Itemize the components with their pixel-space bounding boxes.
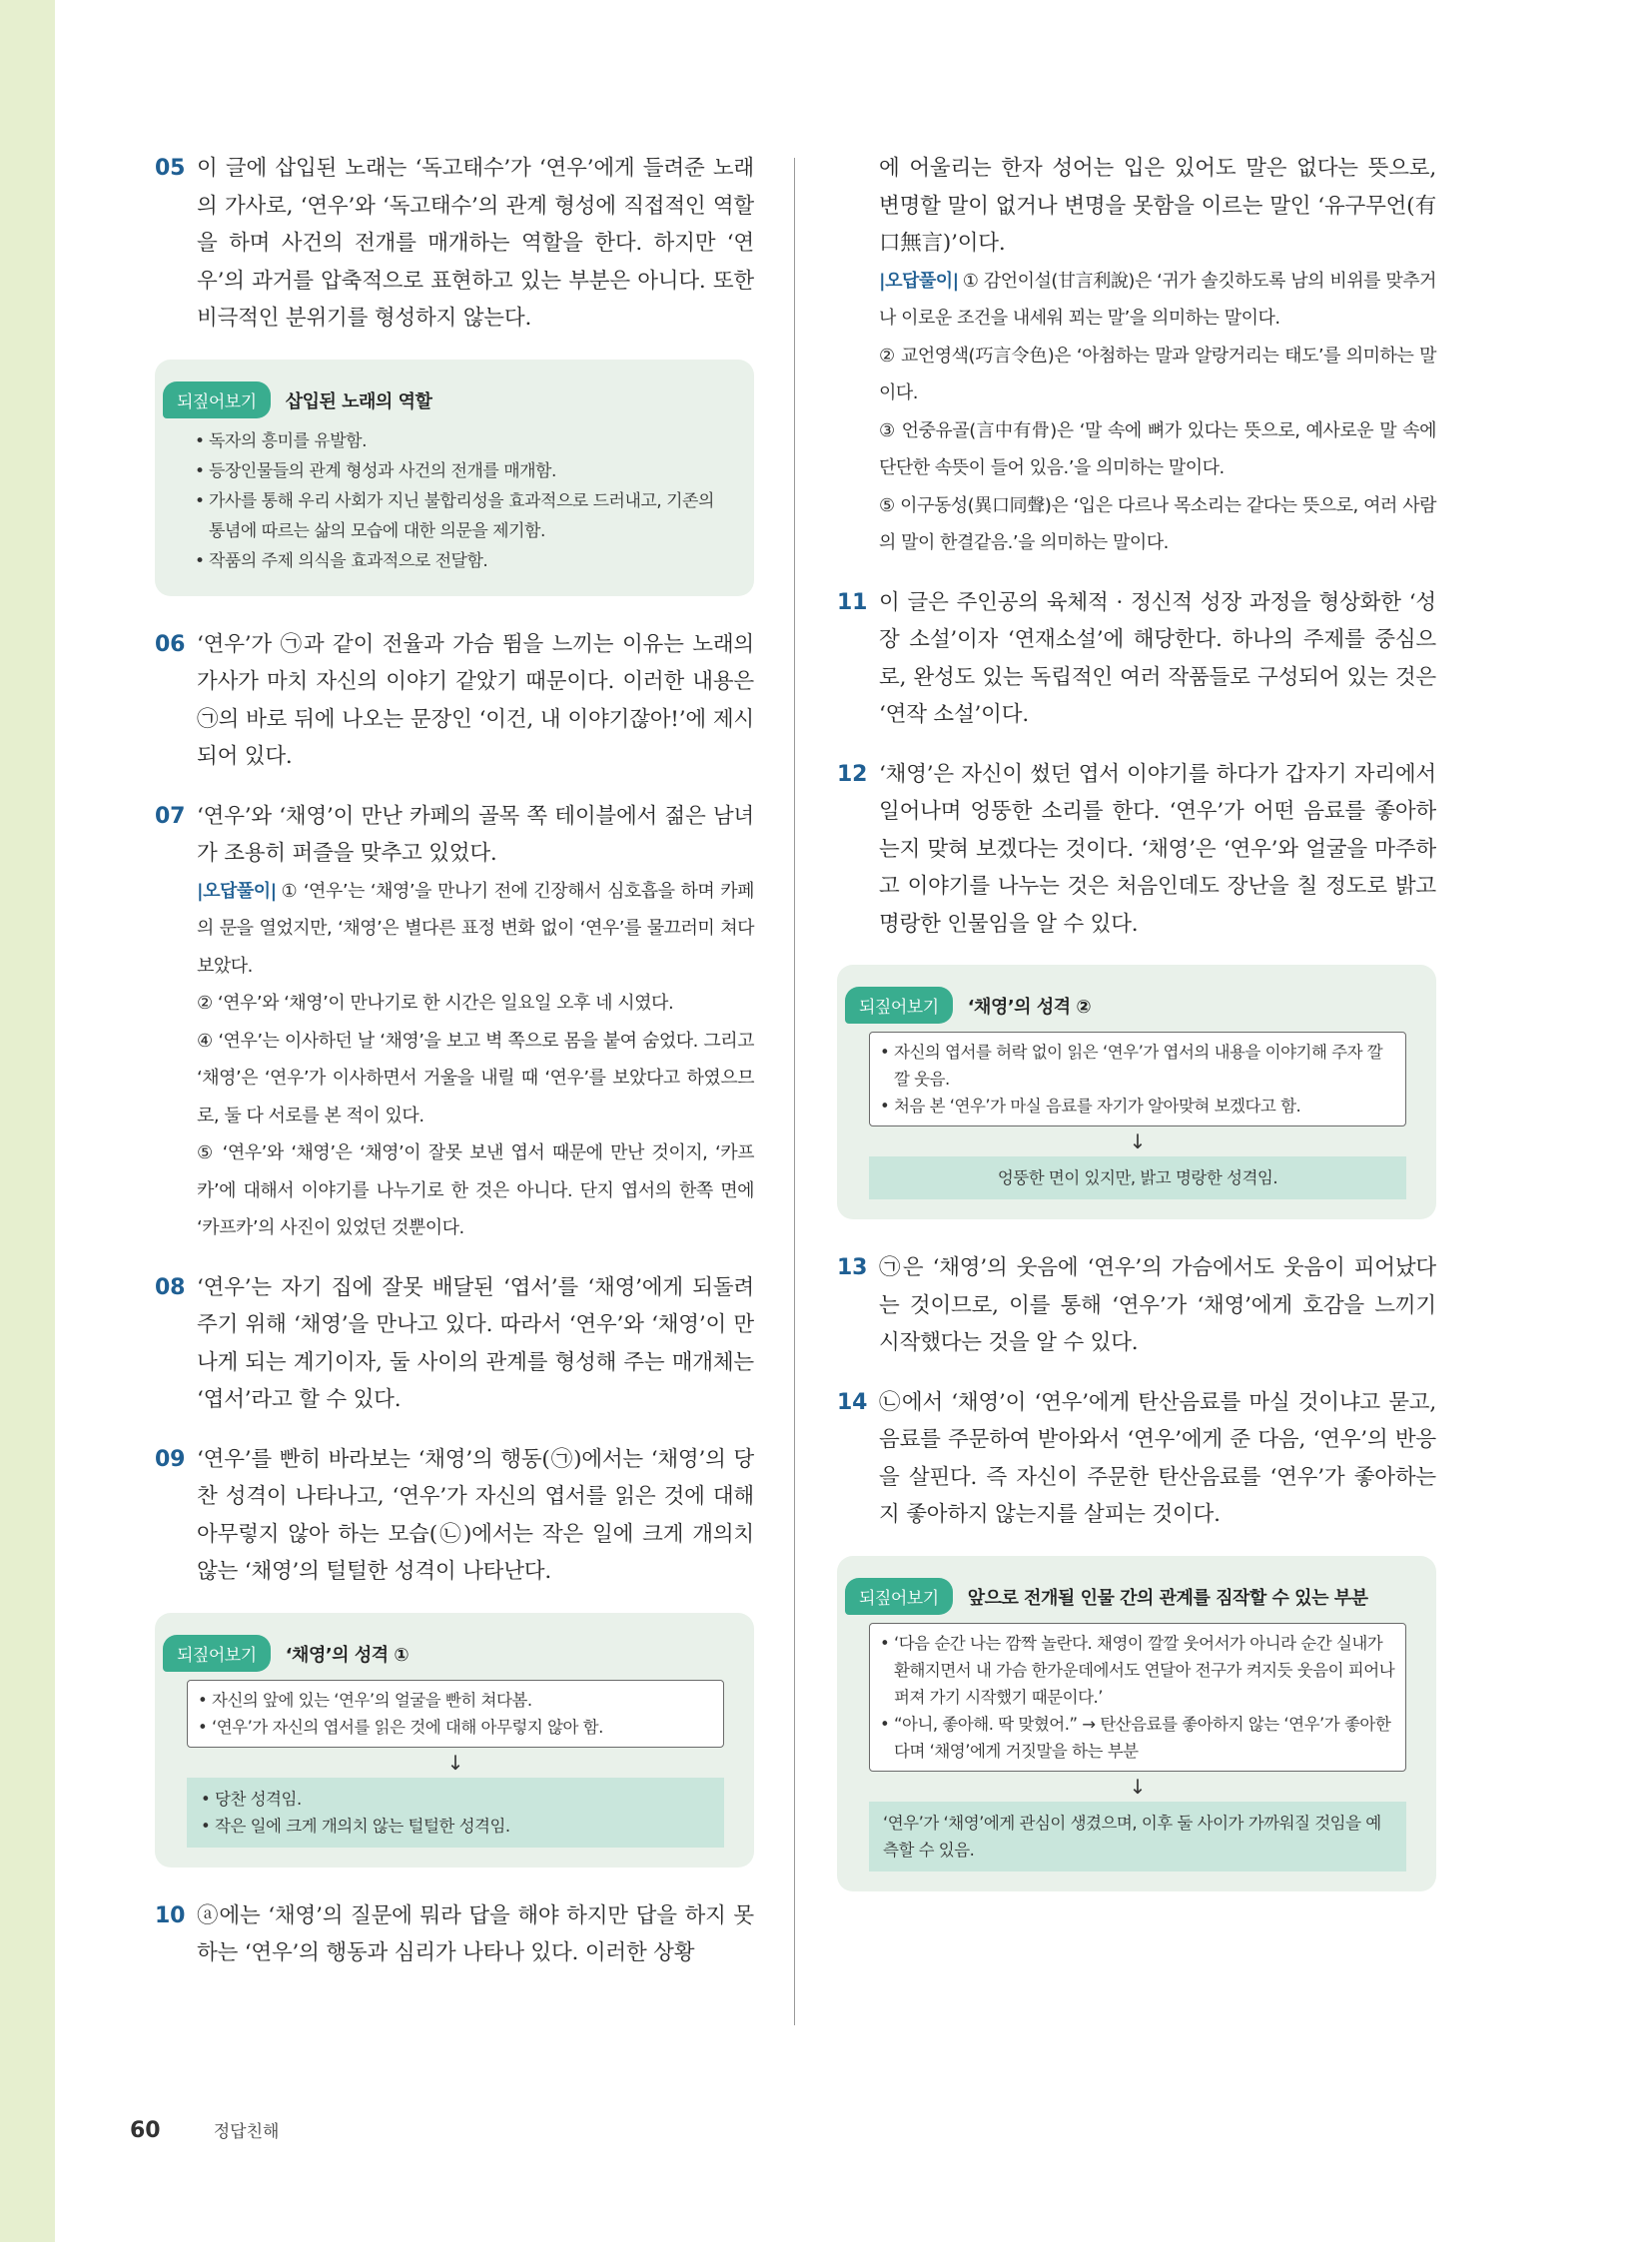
wrong-answer-label: |오답풀이| xyxy=(879,270,959,292)
question-number: 14 xyxy=(837,1389,868,1415)
result-box: ‘연우’가 ‘채영’에게 관심이 생겼으며, 이후 둘 사이가 가까워질 것임을 예측할 수 있음. xyxy=(869,1802,1406,1871)
wrong-answer-explanation xyxy=(197,873,754,1247)
review-tag: 되짚어보기 xyxy=(163,381,271,418)
question-number: 13 xyxy=(837,1255,868,1280)
wrong-answer-item: ④ ‘연우’는 이사하던 날 ‘채영’을 보고 벽 쪽으로 몸을 붙여 숨었다. 그리고 ‘채영’은 ‘연우’가 이사하면서 거울을 내릴 때 ‘연우’를 보았다고 하였으므로, 둘 다 서로를 본 적이 있다. xyxy=(197,1030,754,1126)
result-item: • 당찬 성격임. xyxy=(201,1786,710,1813)
question-number: 06 xyxy=(155,631,186,657)
book-title: 정답친해 xyxy=(213,2122,280,2142)
wrong-answer-item: ① ‘연우’는 ‘채영’을 만나기 전에 긴장해서 심호흡을 하며 카페의 문을 열었지만, ‘채영’은 별다른 표정 변화 없이 ‘연우’를 물끄러미 쳐다보았다. xyxy=(197,880,754,977)
review-box-chaeyoung-2 xyxy=(837,965,1436,1219)
question-09 xyxy=(155,1441,754,1591)
question-text: ⓐ에는 ‘채영’의 질문에 뭐라 답을 해야 하지만 답을 하지 못하는 ‘연우’의 행동과 심리가 나타나 있다. 이러한 상황 xyxy=(197,1902,754,1965)
review-title: 삽입된 노래의 역할 xyxy=(285,390,432,412)
review-item: • 작품의 주제 의식을 효과적으로 전달함. xyxy=(195,546,728,576)
review-tag: 되짚어보기 xyxy=(845,1578,953,1615)
down-arrow-icon: ↓ xyxy=(1129,1129,1147,1153)
question-number: 05 xyxy=(155,156,186,181)
question-text: 이 글에 삽입된 노래는 ‘독고태수’가 ‘연우’에게 들려준 노래의 가사로, ‘연우’와 ‘독고태수’의 관계 형성에 직접적인 역할을 하며 사건의 전개를 매개하는 역할을 한다. 하지만 ‘연우’의 과거를 압축적으로 표현하고 있는 부분은 아니다. 또한 비극적인 분위기를 형성하지 않는다. xyxy=(197,156,754,331)
evidence-item: • ‘다음 순간 나는 깜짝 놀란다. 채영이 깔깔 웃어서가 아니라 순간 실내가 환해지면서 내 가슴 한가운데에서도 연달아 전구가 켜지듯 웃음이 피어나 퍼져 가기 시작했기 때문이다.’ xyxy=(880,1630,1395,1711)
wrong-answer-explanation xyxy=(879,263,1436,562)
wrong-answer-label: |오답풀이| xyxy=(197,880,277,902)
question-text: ‘연우’가 ㉠과 같이 전율과 가슴 뜀을 느끼는 이유는 노래의 가사가 마치 자신의 이야기 같았기 때문이다. 이러한 내용은 ㉠의 바로 뒤에 나오는 문장인 ‘이건, 내 이야기잖아!’에 제시되어 있다. xyxy=(197,631,754,769)
evidence-box xyxy=(869,1032,1406,1126)
review-tag: 되짚어보기 xyxy=(845,987,953,1024)
down-arrow-icon: ↓ xyxy=(1129,1774,1147,1799)
question-number: 09 xyxy=(155,1446,186,1472)
side-bar xyxy=(0,0,55,2242)
review-list xyxy=(177,426,734,576)
evidence-item: • “아니, 좋아해. 딱 맞혔어.” → 탄산음료를 좋아하지 않는 ‘연우’가 좋아한다며 ‘채영’에게 거짓말을 하는 부분 xyxy=(880,1711,1395,1765)
wrong-answer-item: ⑤ 이구동성(異口同聲)은 ‘입은 다르나 목소리는 같다는 뜻으로, 여러 사람의 말이 한결같음.’을 의미하는 말이다. xyxy=(879,494,1436,553)
review-title: ‘채영’의 성격 ① xyxy=(285,1644,410,1666)
question-text: ㉠은 ‘채영’의 웃음에 ‘연우’의 가슴에서도 웃음이 피어났다는 것이므로, 이를 통해 ‘연우’가 ‘채영’에게 호감을 느끼기 시작했다는 것을 알 수 있다. xyxy=(879,1255,1436,1355)
question-07 xyxy=(155,798,754,1247)
question-text: ‘연우’와 ‘채영’이 만난 카페의 골목 쪽 테이블에서 젊은 남녀가 조용히 퍼즐을 맞추고 있었다. xyxy=(197,803,754,866)
review-title: ‘채영’의 성격 ② xyxy=(967,997,1092,1018)
right-column xyxy=(837,150,1436,1891)
question-number: 12 xyxy=(837,761,868,787)
evidence-item: • 처음 본 ‘연우’가 마실 음료를 자기가 알아맞혀 보겠다고 함. xyxy=(880,1093,1395,1120)
question-number: 07 xyxy=(155,803,186,829)
question-text: 이 글은 주인공의 육체적 · 정신적 성장 과정을 형상화한 ‘성장 소설’이자 ‘연재소설’에 해당한다. 하나의 주제를 중심으로, 완성도 있는 독립적인 여러 작품들로 구성되어 있는 것은 ‘연작 소설’이다. xyxy=(879,589,1436,727)
question-10-continued xyxy=(837,150,1436,562)
review-box-relationship xyxy=(837,1556,1436,1891)
review-tag: 되짚어보기 xyxy=(163,1635,271,1672)
wrong-answer-item: ① 감언이설(甘言利說)은 ‘귀가 솔깃하도록 남의 비위를 맞추거나 이로운 조건을 내세워 꾀는 말’을 의미하는 말이다. xyxy=(879,270,1436,329)
wrong-answer-item: ② ‘연우’와 ‘채영’이 만나기로 한 시간은 일요일 오후 네 시였다. xyxy=(197,993,674,1014)
review-box-chaeyoung-1 xyxy=(155,1613,754,1868)
review-title: 앞으로 전개될 인물 간의 관계를 짐작할 수 있는 부분 xyxy=(967,1587,1368,1609)
page-footer xyxy=(130,2117,279,2143)
question-text: ‘채영’은 자신이 썼던 엽서 이야기를 하다가 갑자기 자리에서 일어나며 엉뚱한 소리를 한다. ‘연우’가 어떤 음료를 좋아하는지 맞혀 보겠다는 것이다. ‘채영’은 ‘연우’와 얼굴을 마주하고 이야기를 나누는 것은 처음인데도 장난을 칠 정도로 밝고 명랑한 인물임을 알 수 있다. xyxy=(879,761,1436,937)
evidence-item: • 자신의 앞에 있는 ‘연우’의 얼굴을 빤히 쳐다봄. xyxy=(198,1687,713,1714)
down-arrow-icon: ↓ xyxy=(446,1750,464,1775)
question-number: 11 xyxy=(837,589,868,615)
wrong-answer-item: ② 교언영색(巧言令色)은 ‘아첨하는 말과 알랑거리는 태도’를 의미하는 말이다. xyxy=(879,345,1436,403)
review-item: • 독자의 흥미를 유발함. xyxy=(195,426,728,456)
wrong-answer-item: ⑤ ‘연우’와 ‘채영’은 ‘채영’이 잘못 보낸 엽서 때문에 만난 것이지, ‘카프카’에 대해서 이야기를 나누기로 한 것은 아니다. 단지 엽서의 한쪽 면에 ‘카프카’의 사진이 있었던 것뿐이다. xyxy=(197,1142,754,1238)
left-column xyxy=(155,150,754,1972)
question-10 xyxy=(155,1897,754,1972)
review-item: • 가사를 통해 우리 사회가 지닌 불합리성을 효과적으로 드러내고, 기존의 통념에 따르는 삶의 모습에 대한 의문을 제기함. xyxy=(195,486,728,546)
page-number: 60 xyxy=(130,2118,161,2143)
review-box-song-role xyxy=(155,360,754,596)
evidence-item: • 자신의 엽서를 허락 없이 읽은 ‘연우’가 엽서의 내용을 이야기해 주자 깔깔 웃음. xyxy=(880,1039,1395,1093)
question-05 xyxy=(155,150,754,338)
evidence-box xyxy=(869,1623,1406,1772)
result-box xyxy=(187,1778,724,1848)
question-text: ‘연우’를 빤히 바라보는 ‘채영’의 행동(㉠)에서는 ‘채영’의 당찬 성격이 나타나고, ‘연우’가 자신의 엽서를 읽은 것에 대해 아무렇지 않아 하는 모습(㉡)에서는 작은 일에 크게 개의치 않는 ‘채영’의 털털한 성격이 나타난다. xyxy=(197,1446,754,1584)
question-number: 10 xyxy=(155,1902,186,1928)
question-text: 에 어울리는 한자 성어는 입은 있어도 말은 없다는 뜻으로, 변명할 말이 없거나 변명을 못함을 이르는 말인 ‘유구무언(有口無言)’이다. xyxy=(879,156,1436,256)
result-item: • 작은 일에 크게 개의치 않는 털털한 성격임. xyxy=(201,1813,710,1840)
evidence-item: • ‘연우’가 자신의 엽서를 읽은 것에 대해 아무렇지 않아 함. xyxy=(198,1714,713,1741)
question-08 xyxy=(155,1269,754,1419)
question-14 xyxy=(837,1384,1436,1534)
question-text: ‘연우’는 자기 집에 잘못 배달된 ‘엽서’를 ‘채영’에게 되돌려 주기 위해 ‘채영’을 만나고 있다. 따라서 ‘연우’와 ‘채영’이 만나게 되는 계기이자, 둘 사이의 관계를 형성해 주는 매개체는 ‘엽서’라고 할 수 있다. xyxy=(197,1274,754,1412)
question-12 xyxy=(837,756,1436,944)
wrong-answer-item: ③ 언중유골(言中有骨)은 ‘말 속에 뼈가 있다는 뜻으로, 예사로운 말 속에 단단한 속뜻이 들어 있음.’을 의미하는 말이다. xyxy=(879,419,1436,478)
question-number: 08 xyxy=(155,1274,186,1300)
question-11 xyxy=(837,584,1436,734)
question-06 xyxy=(155,626,754,776)
evidence-box xyxy=(187,1680,724,1748)
review-item: • 등장인물들의 관계 형성과 사건의 전개를 매개함. xyxy=(195,456,728,486)
question-text: ㉡에서 ‘채영’이 ‘연우’에게 탄산음료를 마실 것이냐고 묻고, 음료를 주문하여 받아와서 ‘연우’에게 준 다음, ‘연우’의 반응을 살핀다. 즉 자신이 주문한 탄산음료를 ‘연우’가 좋아하는지 좋아하지 않는지를 살피는 것이다. xyxy=(879,1389,1436,1527)
question-13 xyxy=(837,1249,1436,1362)
result-box: 엉뚱한 면이 있지만, 밝고 명랑한 성격임. xyxy=(869,1156,1406,1199)
column-divider xyxy=(794,158,795,2025)
